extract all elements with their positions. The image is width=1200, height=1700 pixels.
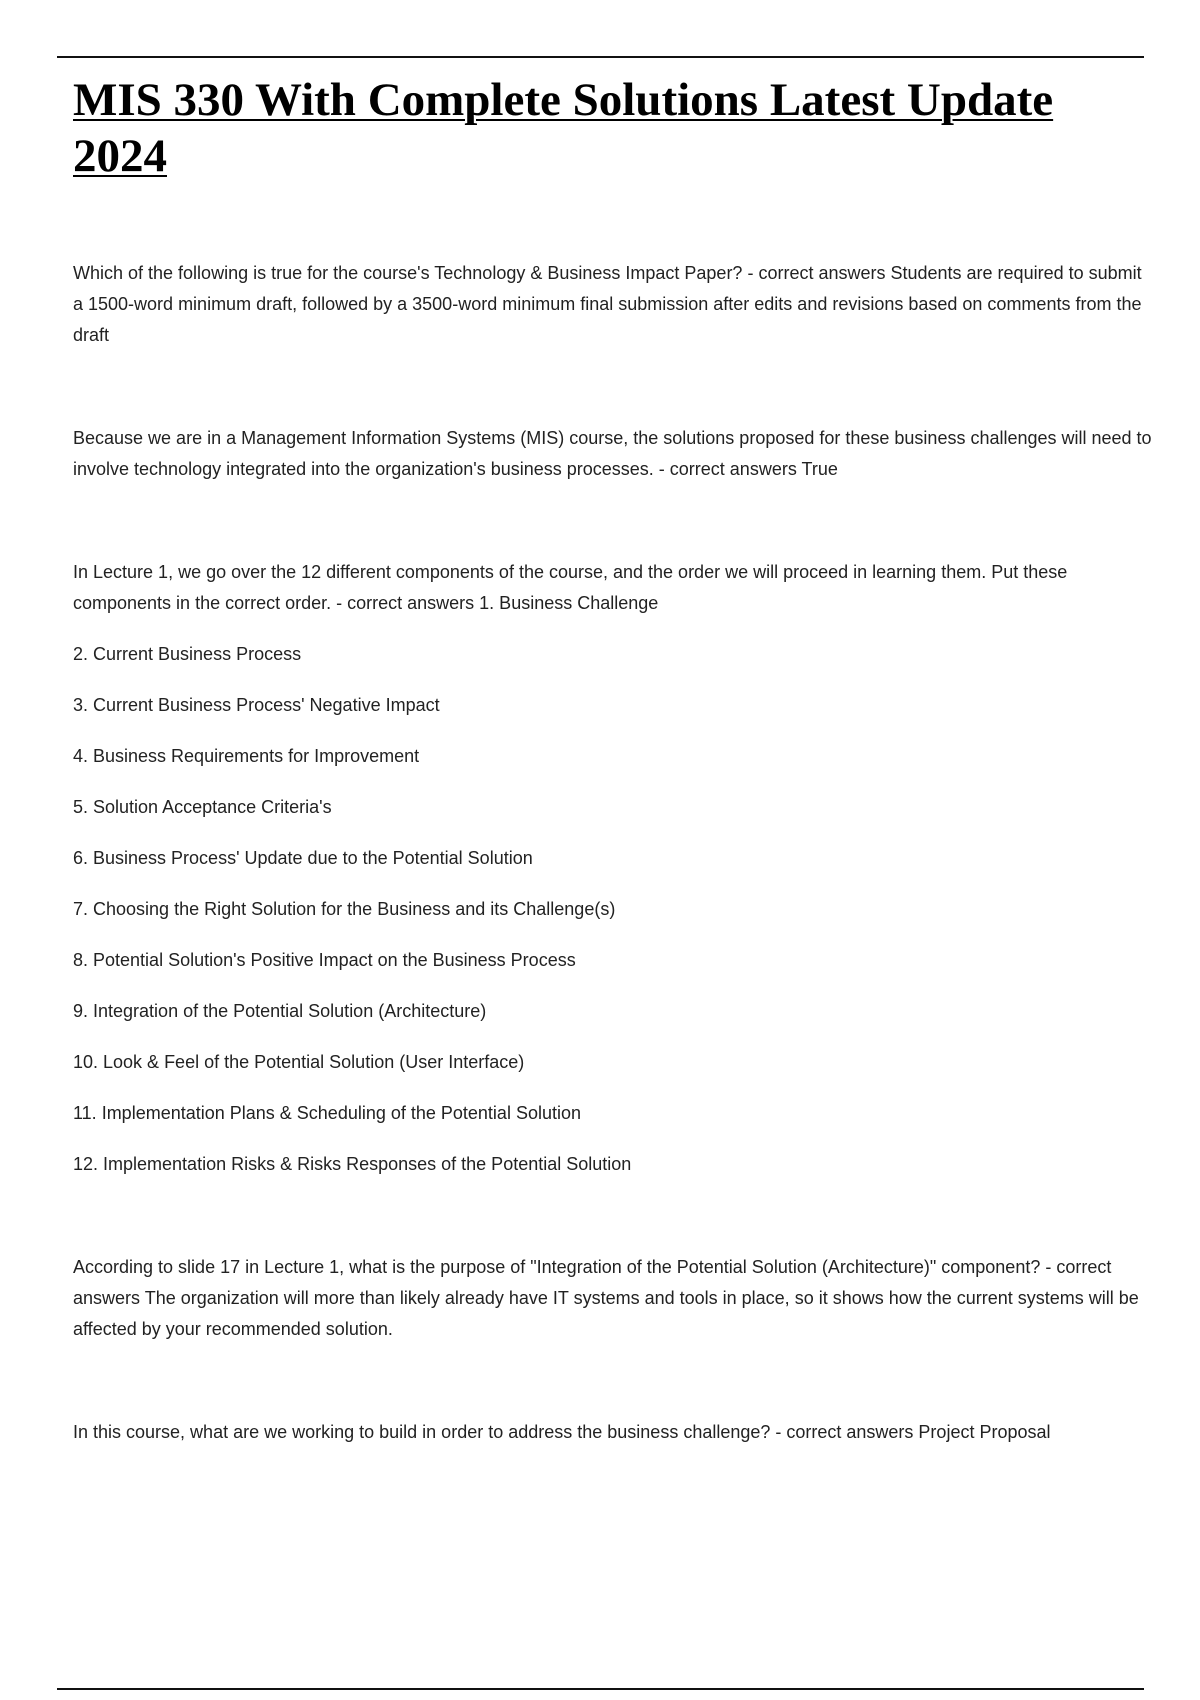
qa-paragraph-3: In Lecture 1, we go over the 12 different components of the course, and the order we will proceed in learning them. Put these components in the correct order. - correct answers 1. Business Challenge xyxy=(73,562,1068,613)
qa-paragraph-1: Which of the following is true for the course's Technology & Business Impact Paper? - correct answers Students are required to submit a 1500-word minimum draft, followed by a 3500-word minimum final submission after edits and revisions based on comments from the draft xyxy=(73,263,1142,345)
list-item: 11. Implementation Plans & Scheduling of the Potential Solution xyxy=(73,1103,581,1123)
document-title: MIS 330 With Complete Solutions Latest Update 2024 xyxy=(73,74,1054,182)
list-item: 3. Current Business Process' Negative Impact xyxy=(73,695,440,715)
list-item: 6. Business Process' Update due to the Potential Solution xyxy=(73,848,533,868)
list-item: 4. Business Requirements for Improvement xyxy=(73,746,420,766)
list-item: 7. Choosing the Right Solution for the Business and its Challenge(s) xyxy=(73,899,616,919)
list-item: 12. Implementation Risks & Risks Responses of the Potential Solution xyxy=(73,1154,632,1174)
top-rule xyxy=(57,56,1144,58)
components-order-list xyxy=(73,639,1153,1180)
list-item: 2. Current Business Process xyxy=(73,644,302,664)
list-item: 10. Look & Feel of the Potential Solution (User Interface) xyxy=(73,1052,525,1072)
qa-paragraph-5: In this course, what are we working to build in order to address the business challenge? - correct answers Project Proposal xyxy=(73,1422,1051,1442)
list-item: 9. Integration of the Potential Solution (Architecture) xyxy=(73,1001,487,1021)
list-item: 5. Solution Acceptance Criteria's xyxy=(73,797,332,817)
list-item: 8. Potential Solution's Positive Impact on the Business Process xyxy=(73,950,576,970)
document-body xyxy=(73,258,1153,1448)
bottom-rule xyxy=(57,1688,1144,1690)
qa-paragraph-4: According to slide 17 in Lecture 1, what is the purpose of "Integration of the Potential Solution (Architecture)" component? - correct answers The organization will more than likely already have IT systems and tools in place, so it shows how the current systems will be affected by your recommended solution. xyxy=(73,1257,1139,1339)
qa-paragraph-2: Because we are in a Management Information Systems (MIS) course, the solutions proposed for these business challenges will need to involve technology integrated into the organization's business processes. - correct answers True xyxy=(73,428,1152,479)
